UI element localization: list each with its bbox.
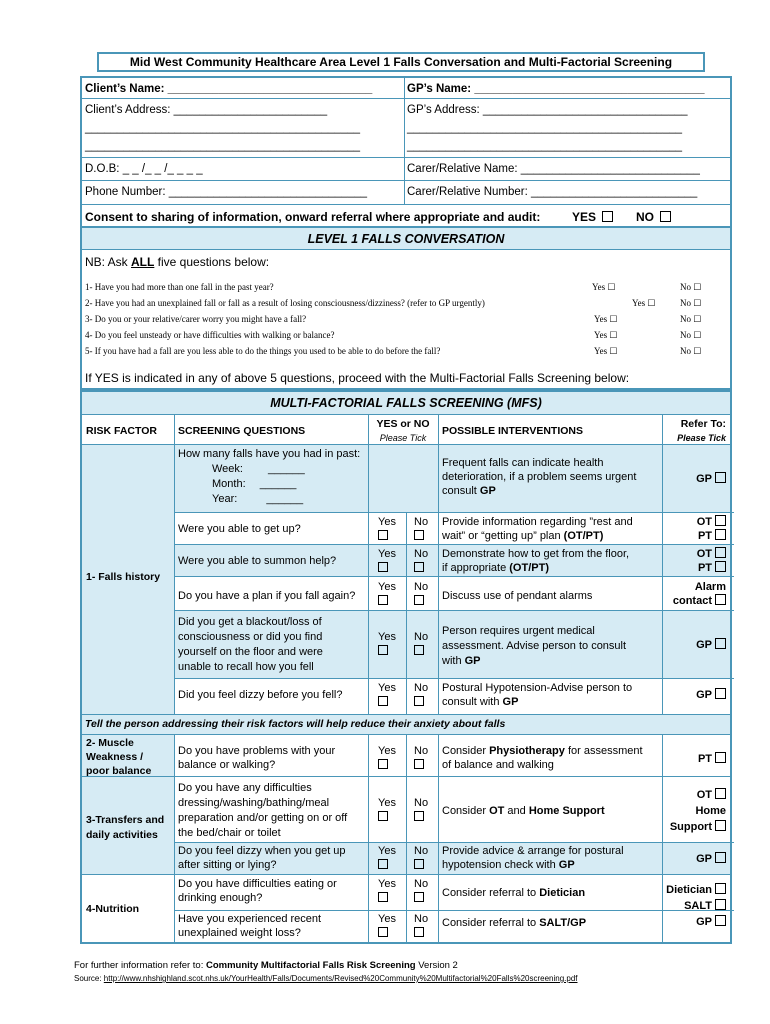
level1-q4-yes[interactable]: Yes ☐ <box>594 330 618 340</box>
level1-q5-no[interactable]: No ☐ <box>680 346 702 356</box>
level1-q1-no[interactable]: No ☐ <box>680 282 702 292</box>
q-how-many-falls: How many falls have you had in past: <box>178 448 361 460</box>
int-ot-home-support: Consider OT and Home Support <box>442 805 605 817</box>
client-address-line-3[interactable]: ___________________________________________ <box>85 140 361 152</box>
col-screening-questions: SCREENING QUESTIONS <box>178 425 306 437</box>
carer-number-field[interactable]: Carer/Relative Number: __________________________ <box>407 186 698 198</box>
ref-gp-9[interactable]: GP <box>664 852 726 866</box>
q7-no[interactable]: No <box>414 744 428 772</box>
int-rest-and-wait: Provide information regarding ”rest and wait” or “getting up” plan (OT/PT) <box>442 516 633 542</box>
risk-transfers: 3-Transfers and daily activities <box>86 814 165 841</box>
int-pendant-alarms: Discuss use of pendant alarms <box>442 590 593 602</box>
q-summon-help: Were you able to summon help? <box>178 555 337 567</box>
ref-ot-pt-2[interactable]: OT PT <box>664 515 726 543</box>
int-frequent-falls: Frequent falls can indicate health deterioration, if a problem seems urgent consult GP <box>442 457 637 497</box>
col-refer-to: Refer To: <box>680 418 726 430</box>
falls-month-field[interactable]: Month: ______ <box>212 478 297 490</box>
footer-source: Source: http://www.nhshighland.scot.nhs.uk/YourHealth/Falls/Documents/Revised%20Community%20Multifactorial%20Falls%20screening.pdf <box>74 974 578 983</box>
gp-address-line-2[interactable]: ___________________________________________ <box>407 122 683 134</box>
int-postural-check: Provide advice & arrange for postural hypotension check with GP <box>442 845 624 871</box>
q3-yes[interactable]: Yes <box>378 547 396 575</box>
q-able-to-get-up: Were you able to get up? <box>178 523 301 535</box>
q-weight-loss: Have you experienced recent unexplained weight loss? <box>178 913 322 939</box>
proceed-instruction: If YES is indicated in any of above 5 questions, proceed with the Multi-Factorial Falls Screening below: <box>85 371 630 385</box>
level1-section <box>80 228 732 390</box>
q9-yes[interactable]: Yes <box>378 844 396 872</box>
q10-no[interactable]: No <box>414 877 428 905</box>
ref-ot-home-support[interactable]: OT Home Support <box>669 789 726 833</box>
phone-number-field[interactable]: Phone Number: _______________________________ <box>85 186 368 198</box>
int-salt-gp: Consider referral to SALT/GP <box>442 917 587 929</box>
q3-no[interactable]: No <box>414 547 428 575</box>
q11-yes[interactable]: Yes <box>378 912 396 940</box>
level1-q5-yes[interactable]: Yes ☐ <box>594 346 618 356</box>
level1-question-5: 5- If you have had a fall are you less able to do the things you used to be able to do before the fall? <box>85 346 441 356</box>
level1-q2-no[interactable]: No ☐ <box>680 298 702 308</box>
q5-yes[interactable]: Yes <box>378 630 396 658</box>
risk-falls-history: 1- Falls history <box>86 571 161 583</box>
q5-no[interactable]: No <box>414 630 428 658</box>
mfs-section <box>80 390 732 944</box>
ref-gp-1[interactable]: GP <box>664 472 726 486</box>
q-eating-drinking: Do you have difficulties eating or drinking enough? <box>178 878 337 904</box>
int-urgent-assessment: Person requires urgent medical assessment. Advise person to consult with GP <box>442 625 627 667</box>
q9-no[interactable]: No <box>414 844 428 872</box>
q-blackout: Did you get a blackout/loss of consciousness or did you find yourself on the floor and were unable to recall how you fell <box>178 616 323 673</box>
falls-year-field[interactable]: Year: ______ <box>212 493 304 505</box>
int-dietician: Consider referral to Dietician <box>442 887 586 899</box>
level1-heading: LEVEL 1 FALLS CONVERSATION <box>307 232 505 246</box>
level1-q2-yes[interactable]: Yes ☐ <box>632 298 656 308</box>
q4-yes[interactable]: Yes <box>378 580 396 608</box>
form-title: Mid West Community Healthcare Area Level 1 Falls Conversation and Multi-Factorial Screening <box>97 52 705 72</box>
mfs-heading: MULTI-FACTORIAL FALLS SCREENING (MFS) <box>270 396 542 410</box>
risk-muscle-weakness: 2- Muscle Weakness / poor balance <box>86 737 152 777</box>
int-postural-hypotension: Postural Hypotension-Advise person to consult with GP <box>442 682 633 708</box>
client-address-line-2[interactable]: ___________________________________________ <box>85 122 361 134</box>
col-risk-factor: RISK FACTOR <box>86 425 157 437</box>
gp-address-field[interactable]: GP’s Address: ________________________________ <box>407 104 688 116</box>
consent-label: Consent to sharing of information, onward referral where appropriate and audit: <box>85 210 541 224</box>
q7-yes[interactable]: Yes <box>378 744 396 772</box>
col-yes-no: YES or NO <box>376 418 430 430</box>
int-physiotherapy: Consider Physiotherapy for assessment of balance and walking <box>442 745 643 771</box>
consent-yes-label: YES <box>572 210 597 224</box>
q-dizzy-sitting-lying: Do you feel dizzy when you get up after sitting or lying? <box>178 845 346 871</box>
q8-yes[interactable]: Yes <box>378 796 396 824</box>
gp-name-field[interactable]: GP’s Name: ____________________________________ <box>407 83 705 95</box>
ref-dietician-salt-gp[interactable]: Dietician SALT GP <box>664 882 726 930</box>
level1-q3-no[interactable]: No ☐ <box>680 314 702 324</box>
ref-gp-5[interactable]: GP <box>664 638 726 652</box>
col-refer-to-sub: Please Tick <box>677 433 726 443</box>
client-details-section <box>80 76 732 228</box>
client-address-field[interactable]: Client’s Address: ________________________ <box>85 104 328 116</box>
q4-no[interactable]: No <box>414 580 428 608</box>
client-name-field[interactable]: Client’s Name: ________________________________ <box>85 83 373 95</box>
q-dizzy-before-fall: Did you feel dizzy before you fell? <box>178 689 343 701</box>
q-daily-activities: Do you have any difficulties dressing/washing/bathing/meal preparation and/or getting on or off the bed/chair or toilet <box>178 782 348 839</box>
consent-yes[interactable] <box>572 210 613 224</box>
level1-question-4: 4- Do you feel unsteady or have difficulties with walking or balance? <box>85 330 335 340</box>
q-plan-if-fall: Do you have a plan if you fall again? <box>178 590 356 602</box>
source-link[interactable]: http://www.nhshighland.scot.nhs.uk/YourHealth/Falls/Documents/Revised%20Community%20Multifactorial%20Falls%20screening.pdf <box>103 974 578 983</box>
q8-no[interactable]: No <box>414 796 428 824</box>
gp-address-line-3[interactable]: ___________________________________________ <box>407 140 683 152</box>
int-demonstrate-floor: Demonstrate how to get from the floor, if appropriate (OT/PT) <box>442 548 630 574</box>
col-yes-no-sub: Please Tick <box>379 433 427 443</box>
ref-alarm-contact[interactable]: Alarm contact <box>672 581 726 607</box>
q6-no[interactable]: No <box>414 681 428 709</box>
consent-yes-checkbox[interactable] <box>602 211 613 222</box>
level1-question-1: 1- Have you had more than one fall in the past year? <box>85 282 274 292</box>
level1-q3-yes[interactable]: Yes ☐ <box>594 314 618 324</box>
level1-q1-yes[interactable]: Yes ☐ <box>592 282 616 292</box>
reassurance-note: Tell the person addressing their risk factors will help reduce their anxiety about falls <box>85 718 506 730</box>
consent-no[interactable] <box>636 210 671 224</box>
carer-name-field[interactable]: Carer/Relative Name: ____________________________ <box>407 163 700 175</box>
q2-no[interactable]: No <box>414 515 428 543</box>
consent-no-label: NO <box>636 210 654 224</box>
level1-q4-no[interactable]: No ☐ <box>680 330 702 340</box>
footer-reference: For further information refer to: Community Multifactorial Falls Risk Screening Version 2 <box>74 960 458 971</box>
consent-no-checkbox[interactable] <box>660 211 671 222</box>
level1-instruction: NB: Ask ALL five questions below: <box>85 255 270 269</box>
level1-question-3: 3- Do you or your relative/carer worry you might have a fall? <box>85 314 307 324</box>
falls-week-field[interactable]: Week: ______ <box>212 463 305 475</box>
ref-ot-pt-3[interactable]: OT PT <box>664 547 726 575</box>
ref-gp-6[interactable]: GP <box>664 688 726 702</box>
q10-yes[interactable]: Yes <box>378 877 396 905</box>
q2-yes[interactable]: Yes <box>378 515 396 543</box>
level1-question-2: 2- Have you had an unexplained fall or fall as a result of losing consciousness/dizziness? (refer to GP urgently) <box>85 298 485 308</box>
q6-yes[interactable]: Yes <box>378 681 396 709</box>
q11-no[interactable]: No <box>414 912 428 940</box>
ref-pt-7[interactable]: PT <box>664 752 726 766</box>
q-balance-walking: Do you have problems with your balance or walking? <box>178 745 336 771</box>
risk-nutrition: 4-Nutrition <box>86 903 140 915</box>
col-possible-interventions: POSSIBLE INTERVENTIONS <box>442 425 583 437</box>
dob-field[interactable]: D.O.B: _ _ /_ _ /_ _ _ _ <box>85 163 203 175</box>
